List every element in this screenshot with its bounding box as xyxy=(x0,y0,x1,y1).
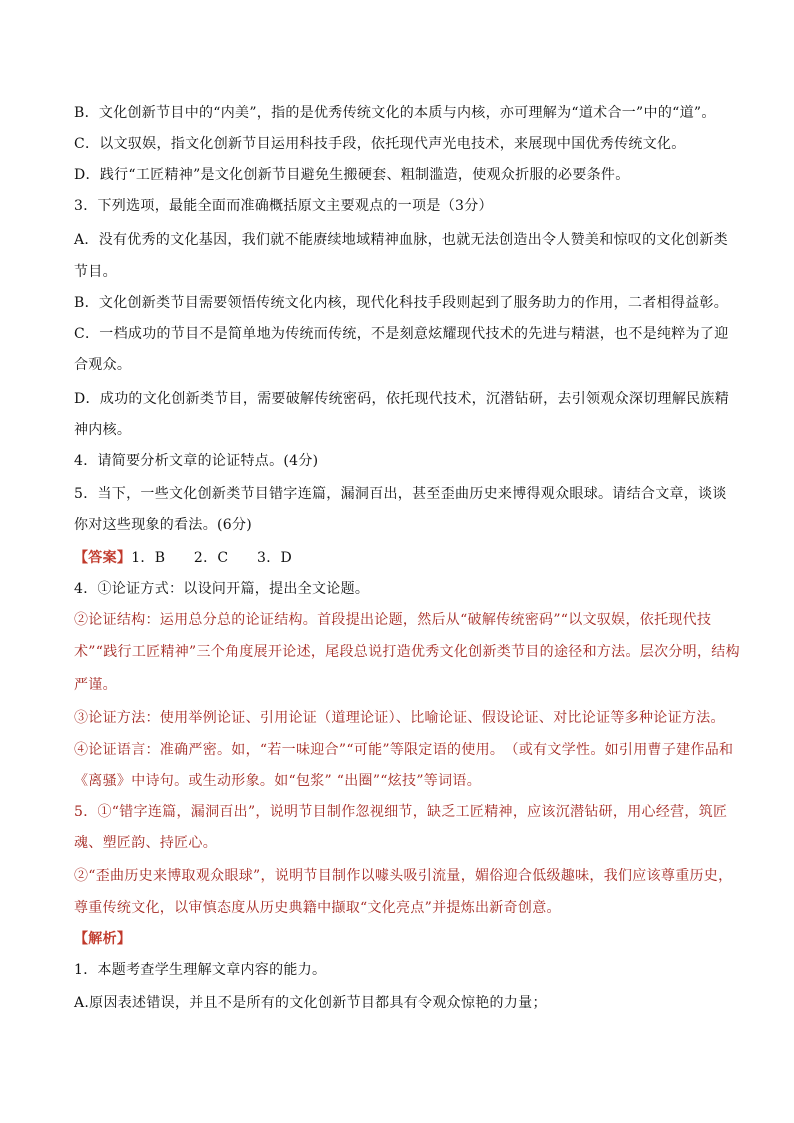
q3-option-a-cont: 节目。 xyxy=(74,264,117,280)
answer-5-point-2: ②“歪曲历史来博取观众眼球”，说明节目制作以噱头吸引流量，媚俗迎合低级趣味，我们应该尊重历史， xyxy=(74,868,733,884)
analysis-line-1: 1．本题考查学生理解文章内容的能力。 xyxy=(74,962,327,978)
analysis-tag xyxy=(74,929,734,949)
question-3: 3．下列选项，最能全面而准确概括原文主要观点的一项是（3分） xyxy=(74,198,493,214)
option-d-line: D．践行“工匠精神”是文化创新节目避免生搬硬套、粗制滥造，使观众折服的必要条件。 xyxy=(74,167,630,183)
q3-option-a: A．没有优秀的文化基因，我们就不能赓续地域精神血脉，也就无法创造出令人赞美和惊叹的文化创新类 xyxy=(74,232,728,248)
answer-4-structure: ②论证结构：运用总分总的论证结构。首段提出论题，然后从“破解传统密码”“以文驭娱，依托现代技 xyxy=(74,612,712,628)
answer-4-language-cont: 《离骚》中诗句。或生动形象。如“包浆” “出圈”“炫技”等词语。 xyxy=(74,773,481,789)
answer-4-language: ④论证语言：准确严密。如，“若一味迎合”“可能”等限定语的使用。 （或有文学性。如引用曹子建作品和 xyxy=(74,742,734,758)
q3-option-d-cont: 神内核。 xyxy=(74,422,132,438)
analysis-tag-text: 【解析】 xyxy=(74,931,132,947)
q3-option-d: D．成功的文化创新类节目，需要破解传统密码，依托现代技术，沉潜钻研，去引领观众深切理解民族精 xyxy=(74,391,730,407)
option-c-line: C．以文驭娱，指文化创新节目运用科技手段，依托现代声光电技术，来展现中国优秀传统文化。 xyxy=(74,136,686,152)
question-5-cont: 你对这些现象的看法。(6分) xyxy=(74,517,253,533)
answer-tag: 【答案】 xyxy=(74,550,132,566)
q3-option-c-cont: 合观众。 xyxy=(74,357,132,373)
option-b-line: B．文化创新节目中的“内美”，指的是优秀传统文化的本质与内核，亦可理解为“道术合一”中的“道”。 xyxy=(74,105,716,121)
answer-4-methods: ③论证方法：使用举例论证、引用论证（道理论证）、比喻论证、假设论证、对比论证等多种论证方法。 xyxy=(74,710,725,726)
answer-choices: 1．B 2．C 3．D xyxy=(131,550,293,566)
answer-5-point-2-cont: 尊重传统文化，以审慎态度从历史典籍中撷取“文化亮点”并提炼出新奇创意。 xyxy=(74,900,561,916)
answer-4-structure-end: 严谨。 xyxy=(74,677,117,693)
answer-5-point-1-cont: 魂、塑匠韵、持匠心。 xyxy=(74,835,217,851)
q3-option-b: B．文化创新类节目需要领悟传统文化内核，现代化科技手段则起到了服务助力的作用，二者相得益彰。 xyxy=(74,295,729,311)
answer-line xyxy=(74,548,734,568)
q3-option-c: C．一档成功的节目不是简单地为传统而传统，不是刻意炫耀现代技术的先进与精湛，也不是纯粹为了迎 xyxy=(74,326,729,342)
analysis-line-2: A.原因表述错误，并且不是所有的文化创新节目都具有令观众惊艳的力量； xyxy=(74,995,547,1011)
question-4: 4．请简要分析文章的论证特点。(4分) xyxy=(74,453,319,469)
question-5: 5．当下，一些文化创新类节目错字连篇，漏洞百出，甚至歪曲历史来博得观众眼球。请结合文章，谈谈 xyxy=(74,486,727,502)
answer-4-structure-cont: 术”“践行工匠精神”三个角度展开论述，尾段总说打造优秀文化创新类节目的途径和方法。层次分明，结构 xyxy=(74,644,740,660)
answer-4-heading: 4．①论证方式：以设问开篇，提出全文论题。 xyxy=(74,581,370,597)
answer-5-point-1: 5．①“错字连篇，漏洞百出”，说明节目制作忽视细节，缺乏工匠精神，应该沉潜钻研，用心经营，筑匠 xyxy=(74,804,728,820)
